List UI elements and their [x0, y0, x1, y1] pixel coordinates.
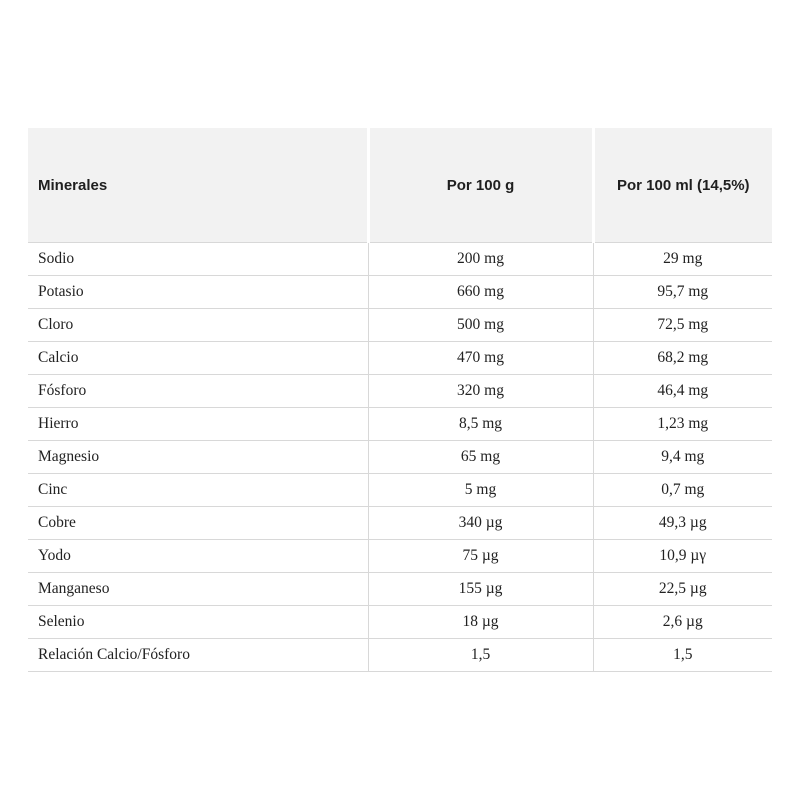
cell-per-100ml: 29 mg — [593, 243, 772, 276]
table-body — [28, 243, 772, 672]
cell-per-100g: 1,5 — [368, 639, 593, 672]
table-row — [28, 540, 772, 573]
table-header — [28, 128, 772, 243]
cell-per-100g: 340 µg — [368, 507, 593, 540]
cell-mineral-name: Cloro — [28, 309, 368, 342]
column-header-per-100ml: Por 100 ml (14,5%) — [593, 128, 772, 243]
cell-mineral-name: Relación Calcio/Fósforo — [28, 639, 368, 672]
cell-per-100g: 65 mg — [368, 441, 593, 474]
table-row — [28, 441, 772, 474]
cell-per-100g: 5 mg — [368, 474, 593, 507]
cell-mineral-name: Sodio — [28, 243, 368, 276]
cell-mineral-name: Yodo — [28, 540, 368, 573]
table-row — [28, 243, 772, 276]
cell-per-100g: 18 µg — [368, 606, 593, 639]
cell-per-100ml: 46,4 mg — [593, 375, 772, 408]
cell-per-100g: 320 mg — [368, 375, 593, 408]
cell-mineral-name: Cinc — [28, 474, 368, 507]
cell-per-100g: 8,5 mg — [368, 408, 593, 441]
cell-per-100g: 155 µg — [368, 573, 593, 606]
table-row — [28, 276, 772, 309]
cell-per-100ml: 0,7 mg — [593, 474, 772, 507]
cell-per-100g: 470 mg — [368, 342, 593, 375]
cell-mineral-name: Magnesio — [28, 441, 368, 474]
cell-per-100g: 500 mg — [368, 309, 593, 342]
cell-per-100ml: 1,5 — [593, 639, 772, 672]
column-header-per-100g: Por 100 g — [368, 128, 593, 243]
cell-per-100g: 660 mg — [368, 276, 593, 309]
cell-mineral-name: Calcio — [28, 342, 368, 375]
table-row — [28, 408, 772, 441]
cell-per-100ml: 1,23 mg — [593, 408, 772, 441]
cell-per-100ml: 9,4 mg — [593, 441, 772, 474]
table-row — [28, 573, 772, 606]
cell-mineral-name: Cobre — [28, 507, 368, 540]
cell-per-100ml: 22,5 µg — [593, 573, 772, 606]
minerals-table-container — [28, 128, 772, 672]
table-row — [28, 474, 772, 507]
cell-per-100ml: 2,6 µg — [593, 606, 772, 639]
cell-mineral-name: Manganeso — [28, 573, 368, 606]
table-row — [28, 309, 772, 342]
cell-per-100ml: 49,3 µg — [593, 507, 772, 540]
cell-mineral-name: Hierro — [28, 408, 368, 441]
cell-mineral-name: Fósforo — [28, 375, 368, 408]
cell-mineral-name: Potasio — [28, 276, 368, 309]
table-header-row — [28, 128, 772, 243]
cell-per-100ml: 72,5 mg — [593, 309, 772, 342]
minerals-table — [28, 128, 772, 672]
table-row — [28, 507, 772, 540]
table-row — [28, 375, 772, 408]
table-row — [28, 342, 772, 375]
column-header-minerals: Minerales — [28, 128, 368, 243]
table-row — [28, 606, 772, 639]
cell-per-100ml: 10,9 µγ — [593, 540, 772, 573]
cell-per-100g: 200 mg — [368, 243, 593, 276]
cell-mineral-name: Selenio — [28, 606, 368, 639]
cell-per-100ml: 68,2 mg — [593, 342, 772, 375]
table-row — [28, 639, 772, 672]
cell-per-100g: 75 µg — [368, 540, 593, 573]
cell-per-100ml: 95,7 mg — [593, 276, 772, 309]
